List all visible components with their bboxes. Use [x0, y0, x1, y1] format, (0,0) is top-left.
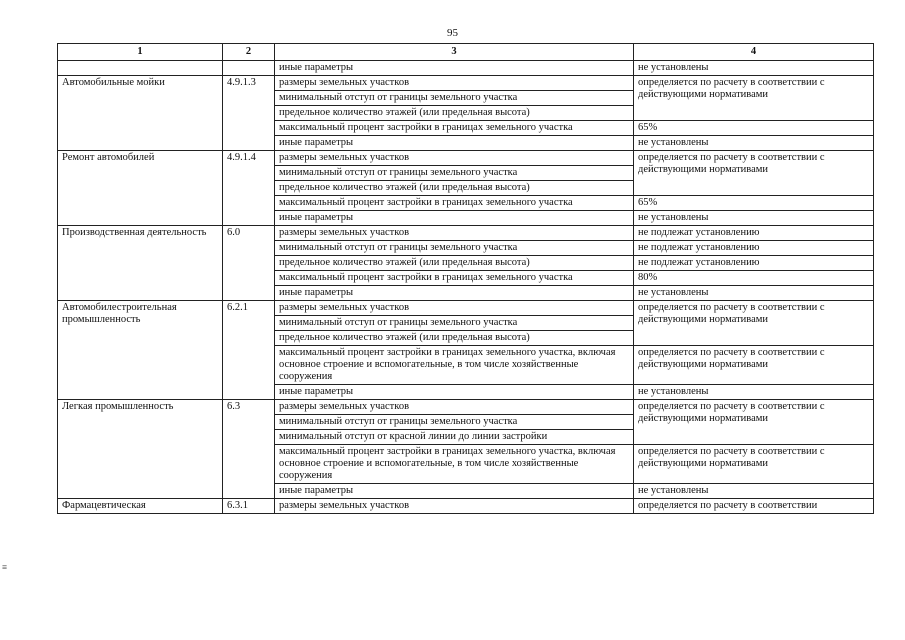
parameter-cell: размеры земельных участков: [275, 151, 634, 166]
value-cell: не установлены: [634, 211, 874, 226]
parameter-cell: минимальный отступ от границы земельного участка: [275, 316, 634, 331]
parameter-cell: иные параметры: [275, 211, 634, 226]
parameter-cell: предельное количество этажей (или предельная высота): [275, 331, 634, 346]
value-cell: 80%: [634, 271, 874, 286]
parameter-cell: иные параметры: [275, 286, 634, 301]
page-number: 95: [447, 27, 458, 39]
parameter-cell: максимальный процент застройки в границах земельного участка: [275, 271, 634, 286]
value-cell: не подлежат установлению: [634, 226, 874, 241]
parameter-cell: размеры земельных участков: [275, 76, 634, 91]
table-row: [58, 301, 874, 316]
table-row: [58, 499, 874, 514]
value-cell: не установлены: [634, 286, 874, 301]
parameter-cell: минимальный отступ от границы земельного участка: [275, 415, 634, 430]
value-cell: не установлены: [634, 61, 874, 76]
parameter-cell: минимальный отступ от границы земельного участка: [275, 166, 634, 181]
value-cell: определяется по расчету в соответствии с действующими нормативами: [634, 400, 874, 445]
value-cell: определяется по расчету в соответствии с действующими нормативами: [634, 301, 874, 346]
category-name-cell: [58, 61, 223, 76]
regulations-table: [57, 43, 874, 514]
category-name-cell: Производственная деятельность: [58, 226, 223, 301]
category-name-cell: Фармацевтическая: [58, 499, 223, 514]
column-header-3: 3: [275, 44, 634, 61]
parameter-cell: минимальный отступ от границы земельного участка: [275, 241, 634, 256]
category-code-cell: 4.9.1.3: [223, 76, 275, 151]
value-cell: не установлены: [634, 385, 874, 400]
value-cell: не установлены: [634, 484, 874, 499]
value-cell: определяется по расчету в соответствии с действующими нормативами: [634, 76, 874, 121]
parameter-cell: иные параметры: [275, 136, 634, 151]
parameter-cell: максимальный процент застройки в границах земельного участка: [275, 121, 634, 136]
parameter-cell: максимальный процент застройки в границах земельного участка: [275, 196, 634, 211]
parameter-cell: предельное количество этажей (или предельная высота): [275, 106, 634, 121]
category-name-cell: Автомобильные мойки: [58, 76, 223, 151]
value-cell: определяется по расчету в соответствии с действующими нормативами: [634, 346, 874, 385]
parameter-cell: минимальный отступ от границы земельного участка: [275, 91, 634, 106]
table-row: [58, 76, 874, 91]
category-code-cell: 6.2.1: [223, 301, 275, 400]
value-cell: не подлежат установлению: [634, 256, 874, 271]
parameter-cell: размеры земельных участков: [275, 499, 634, 514]
category-name-cell: Легкая промышленность: [58, 400, 223, 499]
parameter-cell: максимальный процент застройки в границах земельного участка, включая основное строение и вспомогательные, в том числе хозяйственные сооружения: [275, 346, 634, 385]
table-row: [58, 400, 874, 415]
category-name-cell: Автомобилестроительная промышленность: [58, 301, 223, 400]
table-row: [58, 151, 874, 166]
value-cell: определяется по расчету в соответствии: [634, 499, 874, 514]
parameter-cell: минимальный отступ от красной линии до линии застройки: [275, 430, 634, 445]
parameter-cell: размеры земельных участков: [275, 226, 634, 241]
table-row: [58, 61, 874, 76]
parameter-cell: предельное количество этажей (или предельная высота): [275, 256, 634, 271]
edge-mark: ≡: [2, 562, 8, 572]
category-name-cell: Ремонт автомобилей: [58, 151, 223, 226]
category-code-cell: 4.9.1.4: [223, 151, 275, 226]
value-cell: не установлены: [634, 136, 874, 151]
parameter-cell: максимальный процент застройки в границах земельного участка, включая основное строение и вспомогательные, в том числе хозяйственные сооружения: [275, 445, 634, 484]
table-body: [58, 61, 874, 514]
table-row: [58, 226, 874, 241]
column-header-4: 4: [634, 44, 874, 61]
parameter-cell: размеры земельных участков: [275, 301, 634, 316]
parameter-cell: иные параметры: [275, 61, 634, 76]
value-cell: 65%: [634, 121, 874, 136]
value-cell: определяется по расчету в соответствии с действующими нормативами: [634, 445, 874, 484]
parameter-cell: размеры земельных участков: [275, 400, 634, 415]
category-code-cell: 6.3: [223, 400, 275, 499]
parameter-cell: предельное количество этажей (или предельная высота): [275, 181, 634, 196]
parameter-cell: иные параметры: [275, 484, 634, 499]
parameter-cell: иные параметры: [275, 385, 634, 400]
value-cell: не подлежат установлению: [634, 241, 874, 256]
column-header-1: 1: [58, 44, 223, 61]
category-code-cell: 6.0: [223, 226, 275, 301]
category-code-cell: 6.3.1: [223, 499, 275, 514]
table-header-row: [58, 44, 874, 61]
value-cell: определяется по расчету в соответствии с действующими нормативами: [634, 151, 874, 196]
value-cell: 65%: [634, 196, 874, 211]
column-header-2: 2: [223, 44, 275, 61]
category-code-cell: [223, 61, 275, 76]
